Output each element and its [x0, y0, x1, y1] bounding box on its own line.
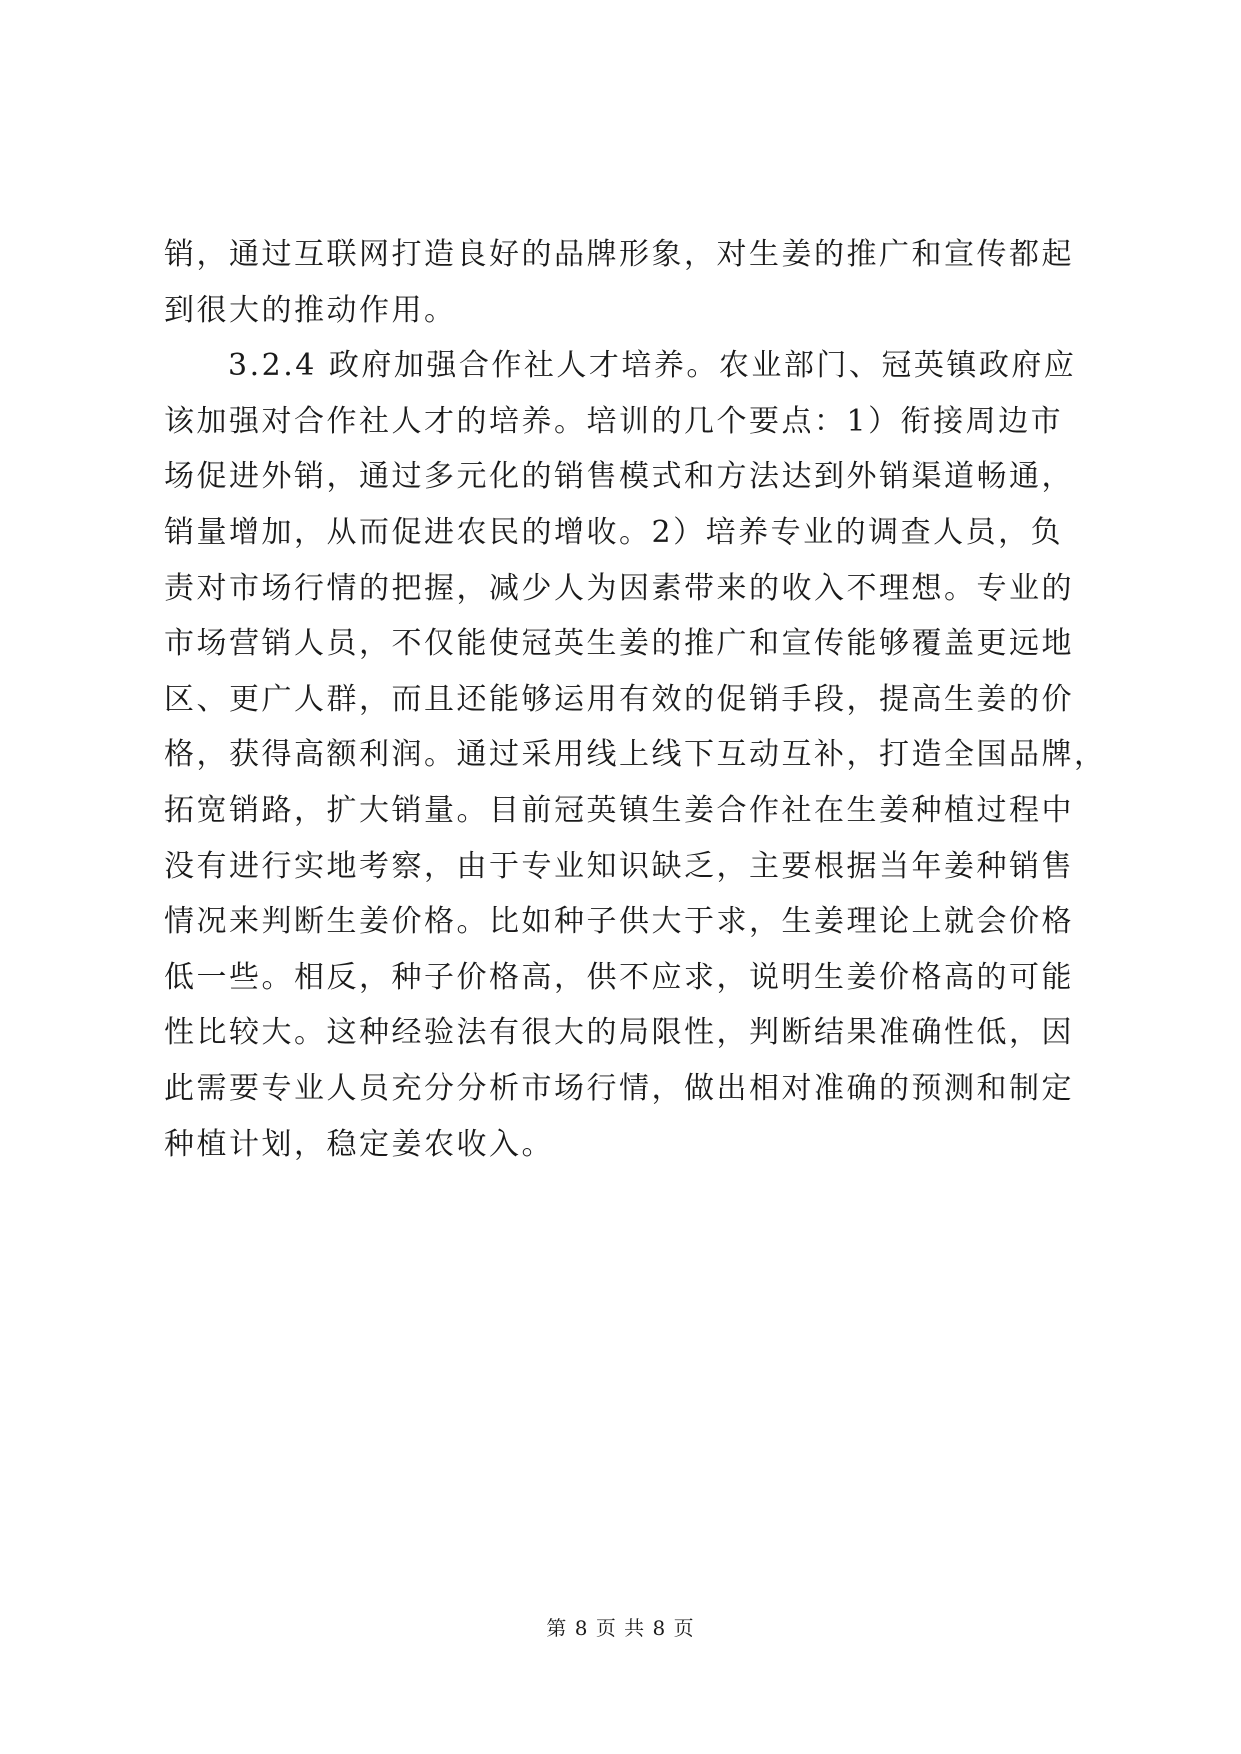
text-line: 种植计划，稳定姜农收入。	[164, 1126, 554, 1162]
text-line: 场促进外销，通过多元化的销售模式和方法达到外销渠道畅通，	[164, 459, 1074, 495]
text-line: 销量增加，从而促进农民的增收。2）培养专业的调查人员，负	[164, 514, 1064, 550]
text-line: 格，获得高额利润。通过采用线上线下互动互补，打造全国品牌，	[164, 737, 1107, 773]
text-line: 拓宽销路，扩大销量。目前冠英镇生姜合作社在生姜种植过程中	[164, 792, 1074, 828]
page-number-footer: 第 8 页 共 8 页	[546, 1616, 695, 1640]
text-line: 情况来判断生姜价格。比如种子供大于求，生姜理论上就会价格	[164, 904, 1074, 940]
text-line: 区、更广人群，而且还能够运用有效的促销手段，提高生姜的价	[164, 681, 1074, 717]
text-line: 市场营销人员，不仅能使冠英生姜的推广和宣传能够覆盖更远地	[164, 626, 1074, 662]
text-line: 此需要专业人员充分分析市场行情，做出相对准确的预测和制定	[164, 1070, 1074, 1106]
text-line: 责对市场行情的把握，减少人为因素带来的收入不理想。专业的	[164, 570, 1074, 606]
text-line: 该加强对合作社人才的培养。培训的几个要点：1）衔接周边市	[164, 403, 1064, 439]
text-line: 到很大的推动作用。	[164, 292, 457, 328]
text-line: 销，通过互联网打造良好的品牌形象，对生姜的推广和宣传都起	[164, 237, 1074, 272]
text-line: 性比较大。这种经验法有很大的局限性，判断结果准确性低，因	[164, 1015, 1074, 1051]
text-line: 3.2.4 政府加强合作社人才培养。农业部门、冠英镇政府应	[228, 348, 1077, 384]
document-body	[164, 227, 1107, 1172]
text-line: 低一些。相反，种子价格高，供不应求，说明生姜价格高的可能	[164, 959, 1074, 995]
text-line: 没有进行实地考察，由于专业知识缺乏，主要根据当年姜种销售	[164, 848, 1074, 884]
